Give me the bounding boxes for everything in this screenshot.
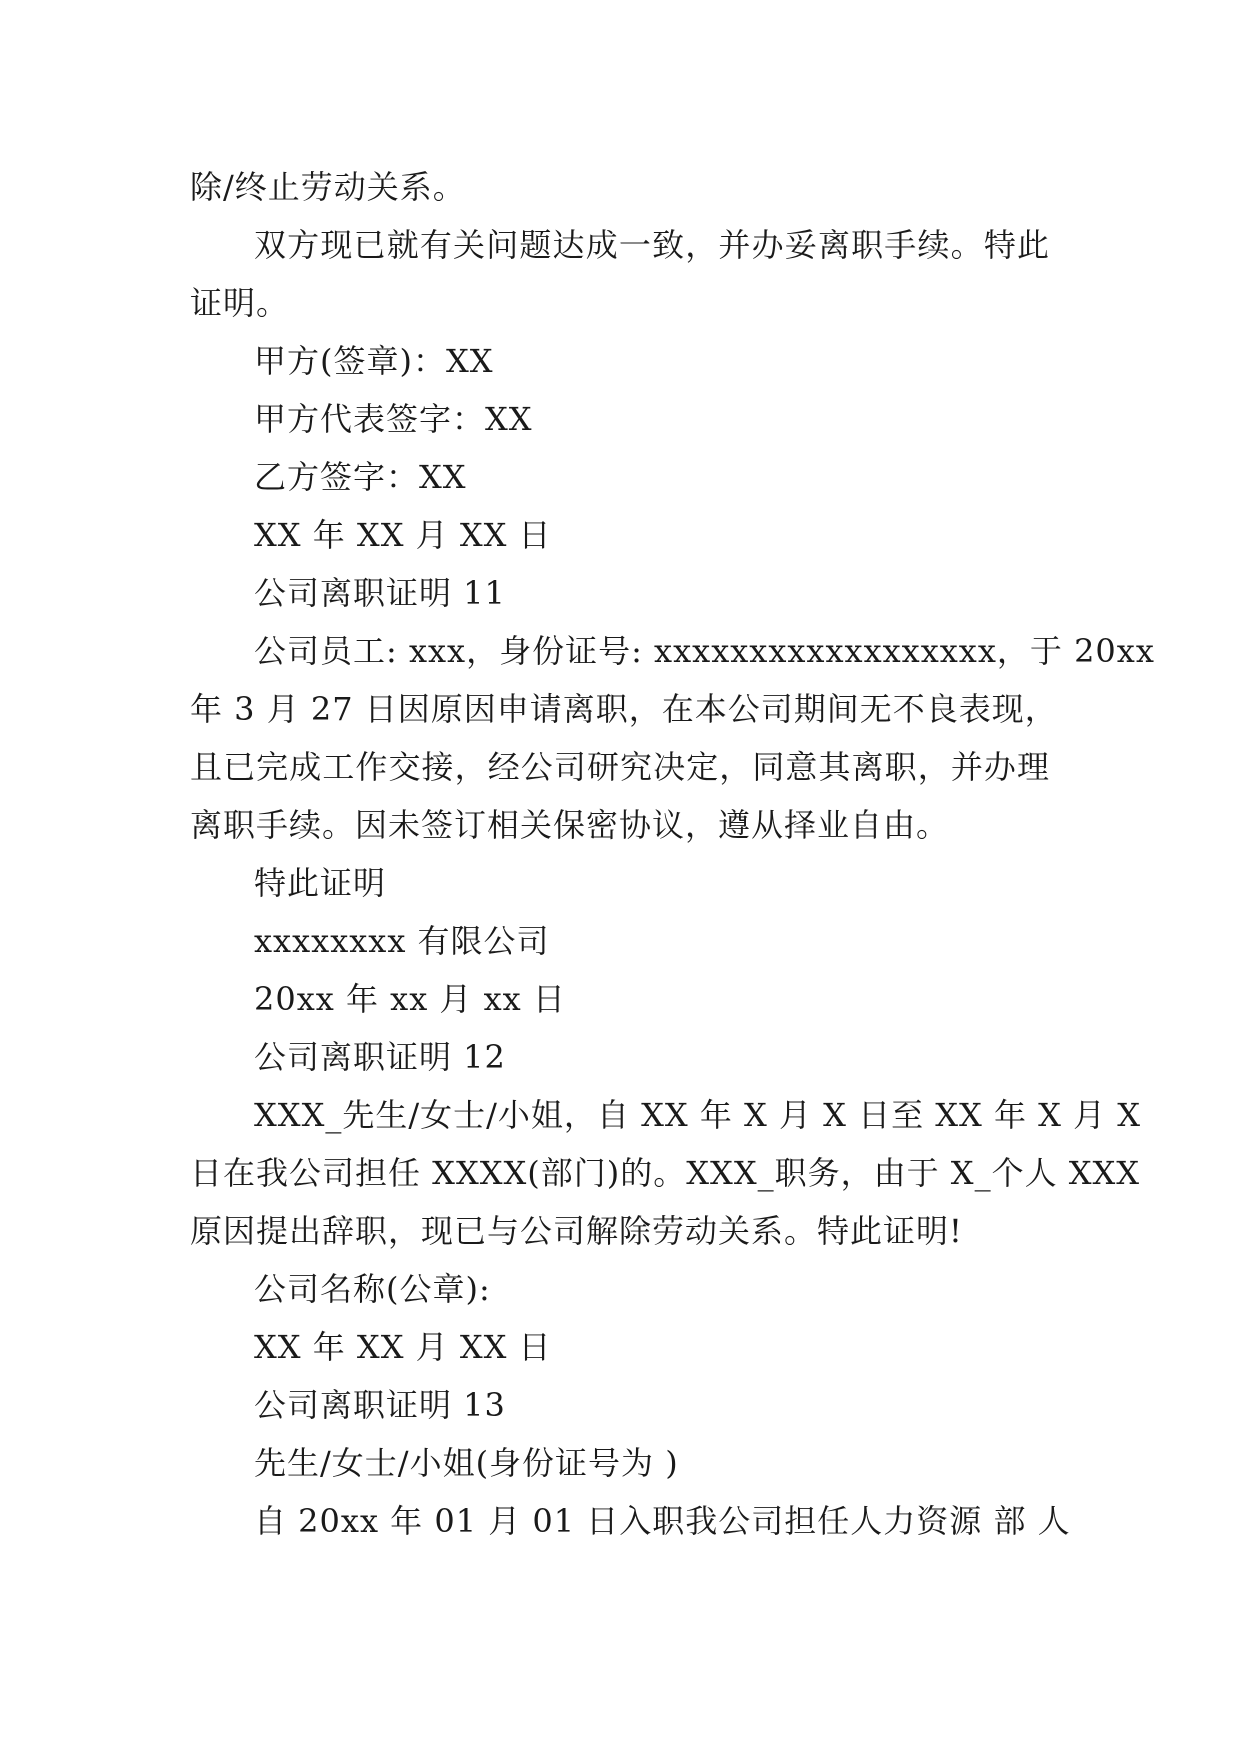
text-line: 除/终止劳动关系。 bbox=[190, 168, 466, 206]
text-line: 双方现已就有关问题达成一致，并办妥离职手续。特此 bbox=[254, 226, 1050, 264]
text-line: 原因提出辞职，现已与公司解除劳动关系。特此证明! bbox=[190, 1212, 963, 1250]
text-line: 离职手续。因未签订相关保密协议，遵从择业自由。 bbox=[190, 806, 950, 844]
certify-line: 特此证明 bbox=[254, 864, 387, 902]
party-a-seal-line: 甲方(签章)：XX bbox=[254, 342, 494, 380]
text-line: 自 20xx 年 01 月 01 日入职我公司担任人力资源 部 人 bbox=[254, 1502, 1071, 1540]
party-b-signature-line: 乙方签字：XX bbox=[254, 458, 467, 496]
text-line: 日在我公司担任 XXXX(部门)的。XXX_职务，由于 X_个人 XXX bbox=[190, 1154, 1141, 1192]
date-line: 20xx 年 xx 月 xx 日 bbox=[254, 980, 566, 1018]
section-title: 公司离职证明 13 bbox=[254, 1386, 506, 1424]
date-line: XX 年 XX 月 XX 日 bbox=[254, 516, 552, 554]
text-line: 公司员工: xxx，身份证号: xxxxxxxxxxxxxxxxxx，于 20xx bbox=[254, 632, 1155, 670]
party-a-rep-signature-line: 甲方代表签字：XX bbox=[254, 400, 533, 438]
section-title: 公司离职证明 11 bbox=[254, 574, 506, 612]
document-body bbox=[190, 158, 1155, 1550]
text-line: 年 3 月 27 日因原因申请离职，在本公司期间无不良表现， bbox=[190, 690, 1058, 728]
text-line: 先生/女士/小姐(身份证号为 ) bbox=[254, 1444, 679, 1482]
text-line: 证明。 bbox=[190, 284, 290, 322]
company-name-line: xxxxxxxx 有限公司 bbox=[254, 922, 550, 960]
section-title: 公司离职证明 12 bbox=[254, 1038, 506, 1076]
text-line: 且已完成工作交接，经公司研究决定，同意其离职，并办理 bbox=[190, 748, 1050, 786]
text-line: XXX_先生/女士/小姐，自 XX 年 X 月 X 日至 XX 年 X 月 X bbox=[254, 1096, 1142, 1134]
company-seal-line: 公司名称(公章): bbox=[254, 1270, 491, 1308]
date-line: XX 年 XX 月 XX 日 bbox=[254, 1328, 552, 1366]
